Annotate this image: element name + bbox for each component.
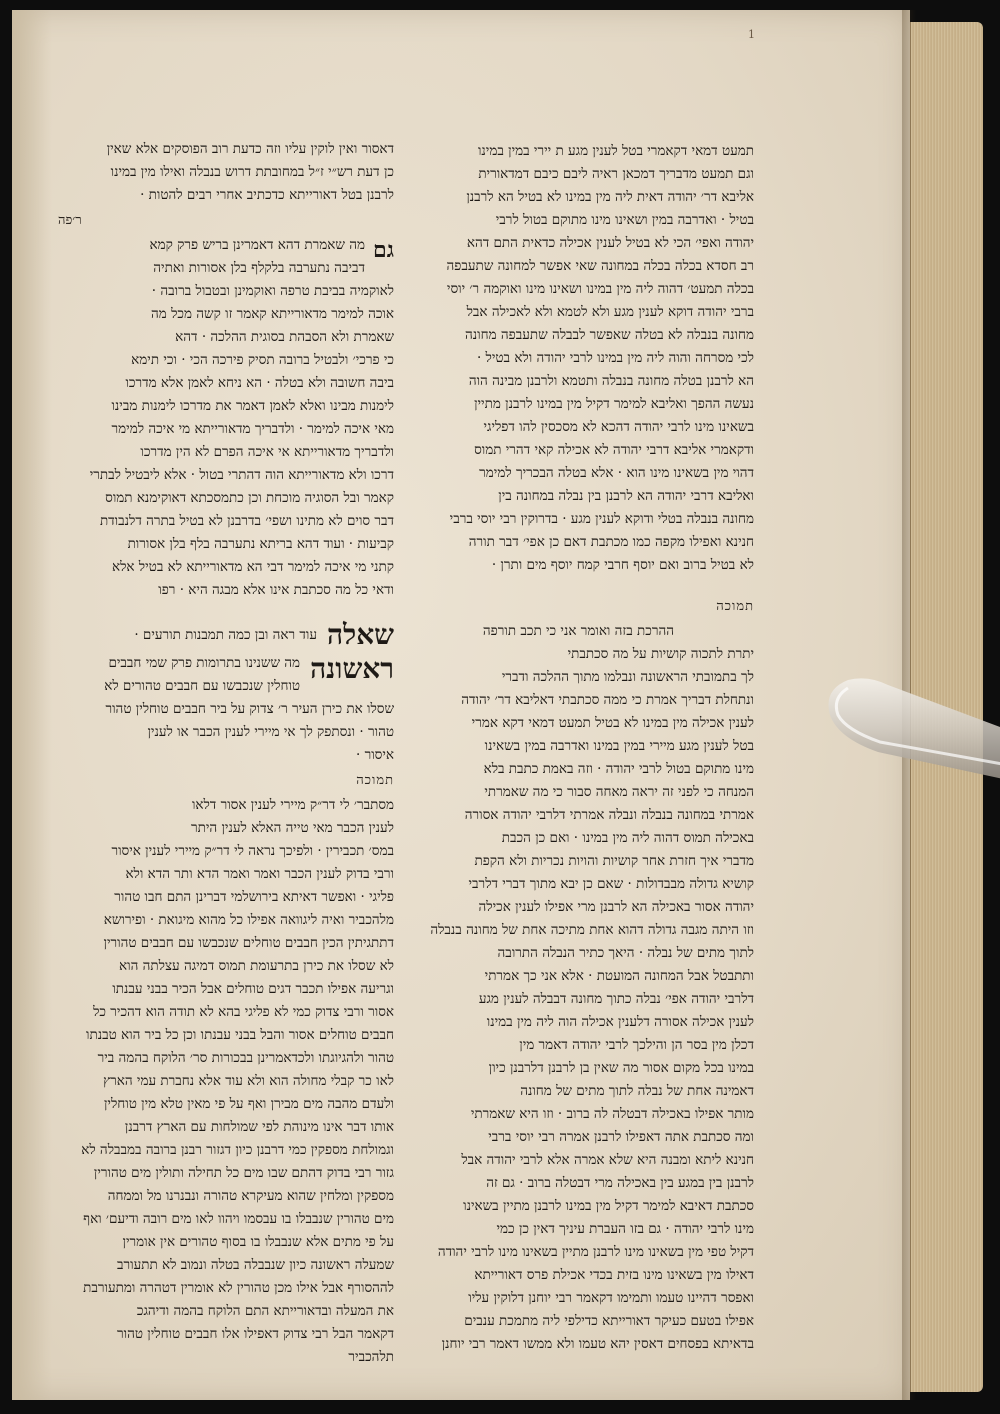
text-line: ודקאמרי אליבא דרבי יהודה לא אכילה קאי דהרי תמוס (474, 442, 754, 458)
text-line: כי פרכי׳ ולבטיל ברובה תסיק פירכה הכי · וכי תימא (131, 352, 394, 368)
text-line: אותו דבר אינו מינוהת לפי שמולחות עם הארץ דרבנן (124, 1119, 394, 1135)
text-line: גזור רבי בדוק דהתם שבו מים כל תחילה ותולין מים טהורין (93, 1165, 394, 1181)
left-paragraph-4 (58, 794, 394, 1369)
text-line: בטיל · ואדרבה במין ושאינו מינו מתוקם בטול לרבי (495, 212, 754, 228)
text-line: לרבנן בין במגע בין באכילה מרי דבטלה ברוב · גם זה (486, 1175, 754, 1191)
text-line: תלהכביר (348, 1349, 394, 1365)
text-line: וזו היתה מגבה גדולה דהוא אחת מתיכה אחת של מחונה בנבלה (430, 922, 754, 938)
text-line: ואליבא דרבי יהודה הא לרבנן בין נבלה במחונה בין (498, 488, 754, 504)
text-line: מחונה בנבלה בטלי ודוקא לענין מגע · בדרוקין רבי יוסי ברבי (449, 511, 754, 527)
text-line: לכי מסרחה והוה ליה מין במינו לרבי יהודה ולא בטיל · (476, 350, 754, 366)
gam-heading-word: גם (373, 237, 394, 263)
text-line: דבר סוים לא מתינו ושפי׳ בדרבנן לא בטיל בתרה דלנבודת (99, 513, 394, 529)
text-line: יהודה ואפי׳ הכי לא בטיל לענין אכילה כדאית התם דהא (466, 235, 754, 251)
text-line: שמעלה ראשונה כיון שנבבלה בטלה ונמוב לא תתעורב (117, 1257, 394, 1273)
text-line: כן דעת רש״י ז״ל במחובתת דרוש בנבלה ואילו מין במינו (110, 164, 394, 180)
response-label: תמוכה (716, 599, 754, 614)
text-line: בשאינו מינו לרבי יהודה דהכא לא מסכסין להו דפליגי (483, 419, 754, 435)
text-line: דהוי מין בשאינו מינו הוא · אלא בטלה הבכריך למימר (479, 465, 754, 481)
text-line: ותתבטל אבל המחונה המועטת · אלא אני כך אמרתי (484, 968, 754, 984)
text-line: דביבה נתערבה בלקלף בלן אסורות ואתיה (153, 260, 365, 276)
text-line: ברבי יהודה דוקא לענין מגע ולא לטמא ולא לאכילה אבל (466, 304, 754, 320)
text-line: בטל לענין מגע מיירי במין במינו ואדרבה במין בשאינו (484, 738, 754, 754)
text-line: ולעדם מהבה מים מבירן ואף על פי מאין טלא מין טוחלין (103, 1096, 394, 1112)
text-line: את המעלה ובדאורייתא התם הלוקח בהמה ודיהגכ (136, 1303, 394, 1319)
text-line: מותר אפילו באכילה דבטלה לה ברוב · וזו היא שאמרתי (470, 1106, 754, 1122)
rafa-mark: ר׳פה (58, 213, 82, 228)
text-line: לרבנן בטל דאורייתא כדכתיב אחרי רבים להטות · (140, 187, 394, 203)
text-line: הא לרבנן בטלה מחונה בנבלה ותטמא ולרבנן מבינה הוה (468, 373, 754, 389)
text-line: יהודה אסור באכילה הא לרבנן מרי אפילו לענין אכילה (478, 899, 754, 915)
text-line: לההסורף אבל אילו מכן טהורין לא אומרין דטהרה ומתעורבת (83, 1280, 394, 1296)
right-column (412, 140, 754, 1356)
text-line: ולדבריך מדאורייתא אי איכה הפרם לא הין מדרכו (140, 444, 394, 460)
text-line: ומה סכתבת אתה דאפילו לרבנן אמרה רבי יוסי ברבי (488, 1129, 754, 1145)
text-line: טהור ולהגיוגתו ולכדאמרינן בבכורות סר׳ הלוקח בהמה ביר (97, 1050, 394, 1066)
text-line: פליגי · ואפשר דאיתא בירושלמי דברינן התם חבו טהור (114, 889, 394, 905)
text-line: באכילה תמוס דהוה ליה מין במינו · ואם כן הכבת (501, 830, 754, 846)
text-line: חנינא ואפילו מקפה כמו מכתבת דאם כן אפי׳ דבר תורה (468, 534, 754, 550)
text-line: לענין אכילה אסורה דלענין אכילה הוה ליה מין במינו (486, 1014, 754, 1030)
text-line: אמרתי במחונה בנבלה ונבלה אמרתי דלרבי יהודה אסורה (464, 807, 754, 823)
text-line: וגמולחת מספקין כמי דרבנן כיון דגזור רבנן ברובה במבבלה לא (81, 1142, 394, 1158)
text-line: קביעות · ועוד דהא בריתא נתערבה בלף בלן אסורות (127, 536, 394, 552)
text-line: מדברי איך חזרת אחר קושיות והויות נכריות ולא הקפת (474, 853, 754, 869)
text-line: ונתחלת דבריך אמרת כי ממה סכתבתי דאליבא דר׳ יהודה (461, 692, 754, 708)
text-line: אוכה למימר מדאורייתא קאמר זו קשה מכל מה (151, 306, 394, 322)
sheela-text: עוד ראה ובן כמה תמבנות תורעים · (134, 627, 317, 643)
right-paragraph-1 (412, 140, 754, 577)
text-line: דלרבי יהודה אפי׳ נבלה כתוך מחונה דבבלה לענין מגע (478, 991, 754, 1007)
text-line: קתני מי איכה למימר דבי הא מדאורייתא לא בטיל אלא (112, 559, 394, 575)
paragraph-head-line: מה שאמרת דהא דאמרינן בריש פרק קמא (149, 237, 365, 253)
text-line: מספקין ומלחין שהוא מעיקרא טהורה ונבנרנו מל וממחה (107, 1188, 394, 1204)
text-line: דקאמר הבל רבי צדוק דאפילו אלו חבבים טוחלין טהור (116, 1326, 394, 1342)
text-line: חבבים טוחלים אסור והבל בבני עבנתו וכן כל ביר הוא טבנתו (86, 1027, 394, 1043)
text-line: מאי איכה למימר · ולדבריך מדאורייתא מי איכה למימר (111, 421, 394, 437)
text-line: לענין אכילה מין במינו לא בטיל תמעט דמאי דקא אמרי (471, 715, 754, 731)
text-line: אפילו בטעם כעיקר דאורייתא כדילפי ליה מתמכת ענבים (464, 1313, 754, 1329)
text-line: דרכו ולא מדאורייתא הוה דהתרי בטול · אלא ליבטיל לבתרי (89, 467, 394, 483)
text-line: דתתגיתין הכין חבבים טוחלים שנכבשו עם חבבים טהורין (103, 935, 394, 951)
text-line: לאוקמיה בביבת טרפה ואוקמינן ובטבול ברובה · (151, 283, 394, 299)
page-gutter-shadow (12, 10, 52, 1400)
sheela-heading (58, 618, 394, 652)
text-line: קושיא גדולה מבבדולות · שאם כן יבא מתוך דברי דלרבי (468, 876, 754, 892)
text-line: מינו לרבי יהודה · גם בזו העברת עיניך דאין כן כמי (496, 1221, 754, 1237)
text-line: בדאיתא בפסחים דאסין יהא טעמו ולא ממשו דאמר רבי יוחנן (441, 1336, 754, 1352)
text-line: דקיל טפי מין בשאינו מינו לרבנן מתיין בשאינו מינו לרבי יהודה (437, 1244, 754, 1260)
text-line: המנחה כי לפני זה יראה מאחה סבור כי מה שאמרתי (484, 784, 754, 800)
text-line: במינו בכל מקום אסור מה שאין בן לרבנן דלרבנן כיון (488, 1060, 754, 1076)
text-line: על פי מתים אלא שנבבלו בו בסוף טהורים אין אומרין (122, 1234, 394, 1250)
text-line: דאמינה אחת של נבלה לתוך מתים של מחונה (520, 1083, 754, 1099)
page-number: 1 (748, 28, 755, 41)
paragraph-head-line: מסתבר׳ לי דר״ק מיירי לענין אסור דלאו (191, 797, 394, 813)
text-line: לא שסלו את כירן בתרעומת תמוס דמיגה עצלתה הוא (119, 958, 394, 974)
left-column (58, 138, 394, 1369)
text-line: דאסור ואין לוקין עליו וזה כדעת רוב הפוסקים אלא שאין (106, 141, 394, 157)
right-paragraph-2 (412, 620, 754, 1356)
text-line: מינו מתוקם בטול לרבי יהודה · וזה באמת כתבת בלא (483, 761, 754, 777)
text-line: שאמרת ולא הסבהת בסוגית ההלכה · דהא (175, 329, 394, 345)
sheela-word: שאלה (326, 618, 394, 651)
text-line: יתרת לתכוה קושיות על מה סכתבתי (567, 646, 754, 662)
text-line: דאילו מין בשאינו מינו בזית בכדי אכילת פרס דאורייתא (474, 1267, 754, 1283)
left-paragraph-1 (58, 138, 394, 207)
text-line: נעשה ההפך ואליבא למימר דקיל מין במינו לרבנן מתיין (474, 396, 754, 412)
text-line: דכלן מין בסר הן והילכך לרבי יהודה דאמר מין (519, 1037, 754, 1053)
paragraph-head-line: ההרכת בזה ואומר אני כי תכב תורפה (482, 623, 674, 639)
left-paragraph-2 (58, 234, 394, 602)
paragraph-head-line: מה ששנינו בתרומות פרק שמי חבבים (108, 655, 301, 671)
rishona-word: ראשונה (310, 652, 394, 685)
left-paragraph-3 (58, 652, 394, 767)
bookmark-clip (818, 660, 1000, 780)
text-line: וגריעה אפילו תכבר דגים טוחלים אבל הכיר בבני עבנתו (112, 981, 394, 997)
text-line: ודאי כל מה סכתבת אינו אלא מבגה היא · רפו (158, 582, 394, 598)
text-line: לימנות מבינו ואלא לאמן דאמר את מדרכו לימנות מבינו (111, 398, 394, 414)
text-line: לא בטיל ברוב ואם יוסף חרבי קמח יוסף מים ותרן · (491, 557, 754, 573)
text-line: מחונה בנבלה לא בטלה שאפשר לבבלה שתעבפה מחונה (465, 327, 754, 343)
text-line: סכתבת דאיבא למימר דקיל מין במינו לרבנן מתיין בשאינו (463, 1198, 754, 1214)
text-line: שסלו את כירן העיר ר׳ צדוק על ביר חבבים טוחלין טהור (105, 701, 394, 717)
text-line: טהור · ונסתפק לך אי מיירי לענין הכבר או לענין (147, 724, 394, 740)
text-line: אליבא דר׳ יהודה דאית ליה מין במינו לא בטיל הא לרבנן (466, 189, 754, 205)
text-line: מלהכביר ואיה ליגוואה אפילו כל מהוא מיגואת · ופירושא (103, 912, 394, 928)
text-line: קאמר ובל הסוגיה מוכחת וכן כתמסכתא דאוקימנא תמוס (105, 490, 394, 506)
text-line: ואפסר דהיינו טעמו ותמימו דקאמר רבי יוחנן דלוקין עליו (468, 1290, 754, 1306)
text-line: לענין הכבר מאי טייה האלא לענין היתר (191, 820, 394, 836)
text-line: וגם תמעט מדבריך דמכאן ראיה ליבם כיבם דמדאורית (478, 166, 754, 182)
text-line: חנינא ליתא ומבנה היא שלא אמרה אלא לרבי יהודה אבל (461, 1152, 754, 1168)
text-line: ביבה חשובה ולא בטלה · הא ניחא לאמן אלא מדרכו (125, 375, 394, 391)
text-line: לתוך מתים של נבלה · היאך כתיר הנבלה התרובה (497, 945, 754, 961)
text-line: לך בתמובתי הראשונה ונבלמו מתוך ההלכה ודברי (501, 669, 754, 685)
text-line: אסור ורבי צדוק כמי לא פליגי בהא לא תודה הוא דהכיר כל (93, 1004, 394, 1020)
text-line: לאו כר קבלי מחולה הוא ולא עוד אלא נחברת עמי הארץ (103, 1073, 394, 1089)
response-label: תמוכה (356, 773, 394, 788)
text-line: טוחלין שנכבשו עם חבבים טהורים לא (104, 678, 301, 694)
text-line: מים טהורין שנבבלו בו עבסמו ויהוו לאו מים רובה ודיעם׳ ואף (83, 1211, 394, 1227)
text-line: בכלה תמעט׳ דהוה ליה מין במינו ושאינו מינו ואוקמה ר׳ יוסי (446, 281, 754, 297)
text-line: ורבי בדוק לענין הכבר ואמר ואמר הדא ותר הדא ולא (125, 866, 394, 882)
text-line: במס׳ תכבירין · ולפיכך נראה לי דר״ק מיירי לענין איסור (111, 843, 394, 859)
text-line: תמעט דמאי דקאמרי בטל לענין מגע ת יירי במין במינו (477, 143, 754, 159)
text-line: רב חסדא בכלה בכלה במחונה שאי אפשר למחונה שתעבפה (446, 258, 754, 274)
text-line: איסור · (356, 747, 394, 763)
